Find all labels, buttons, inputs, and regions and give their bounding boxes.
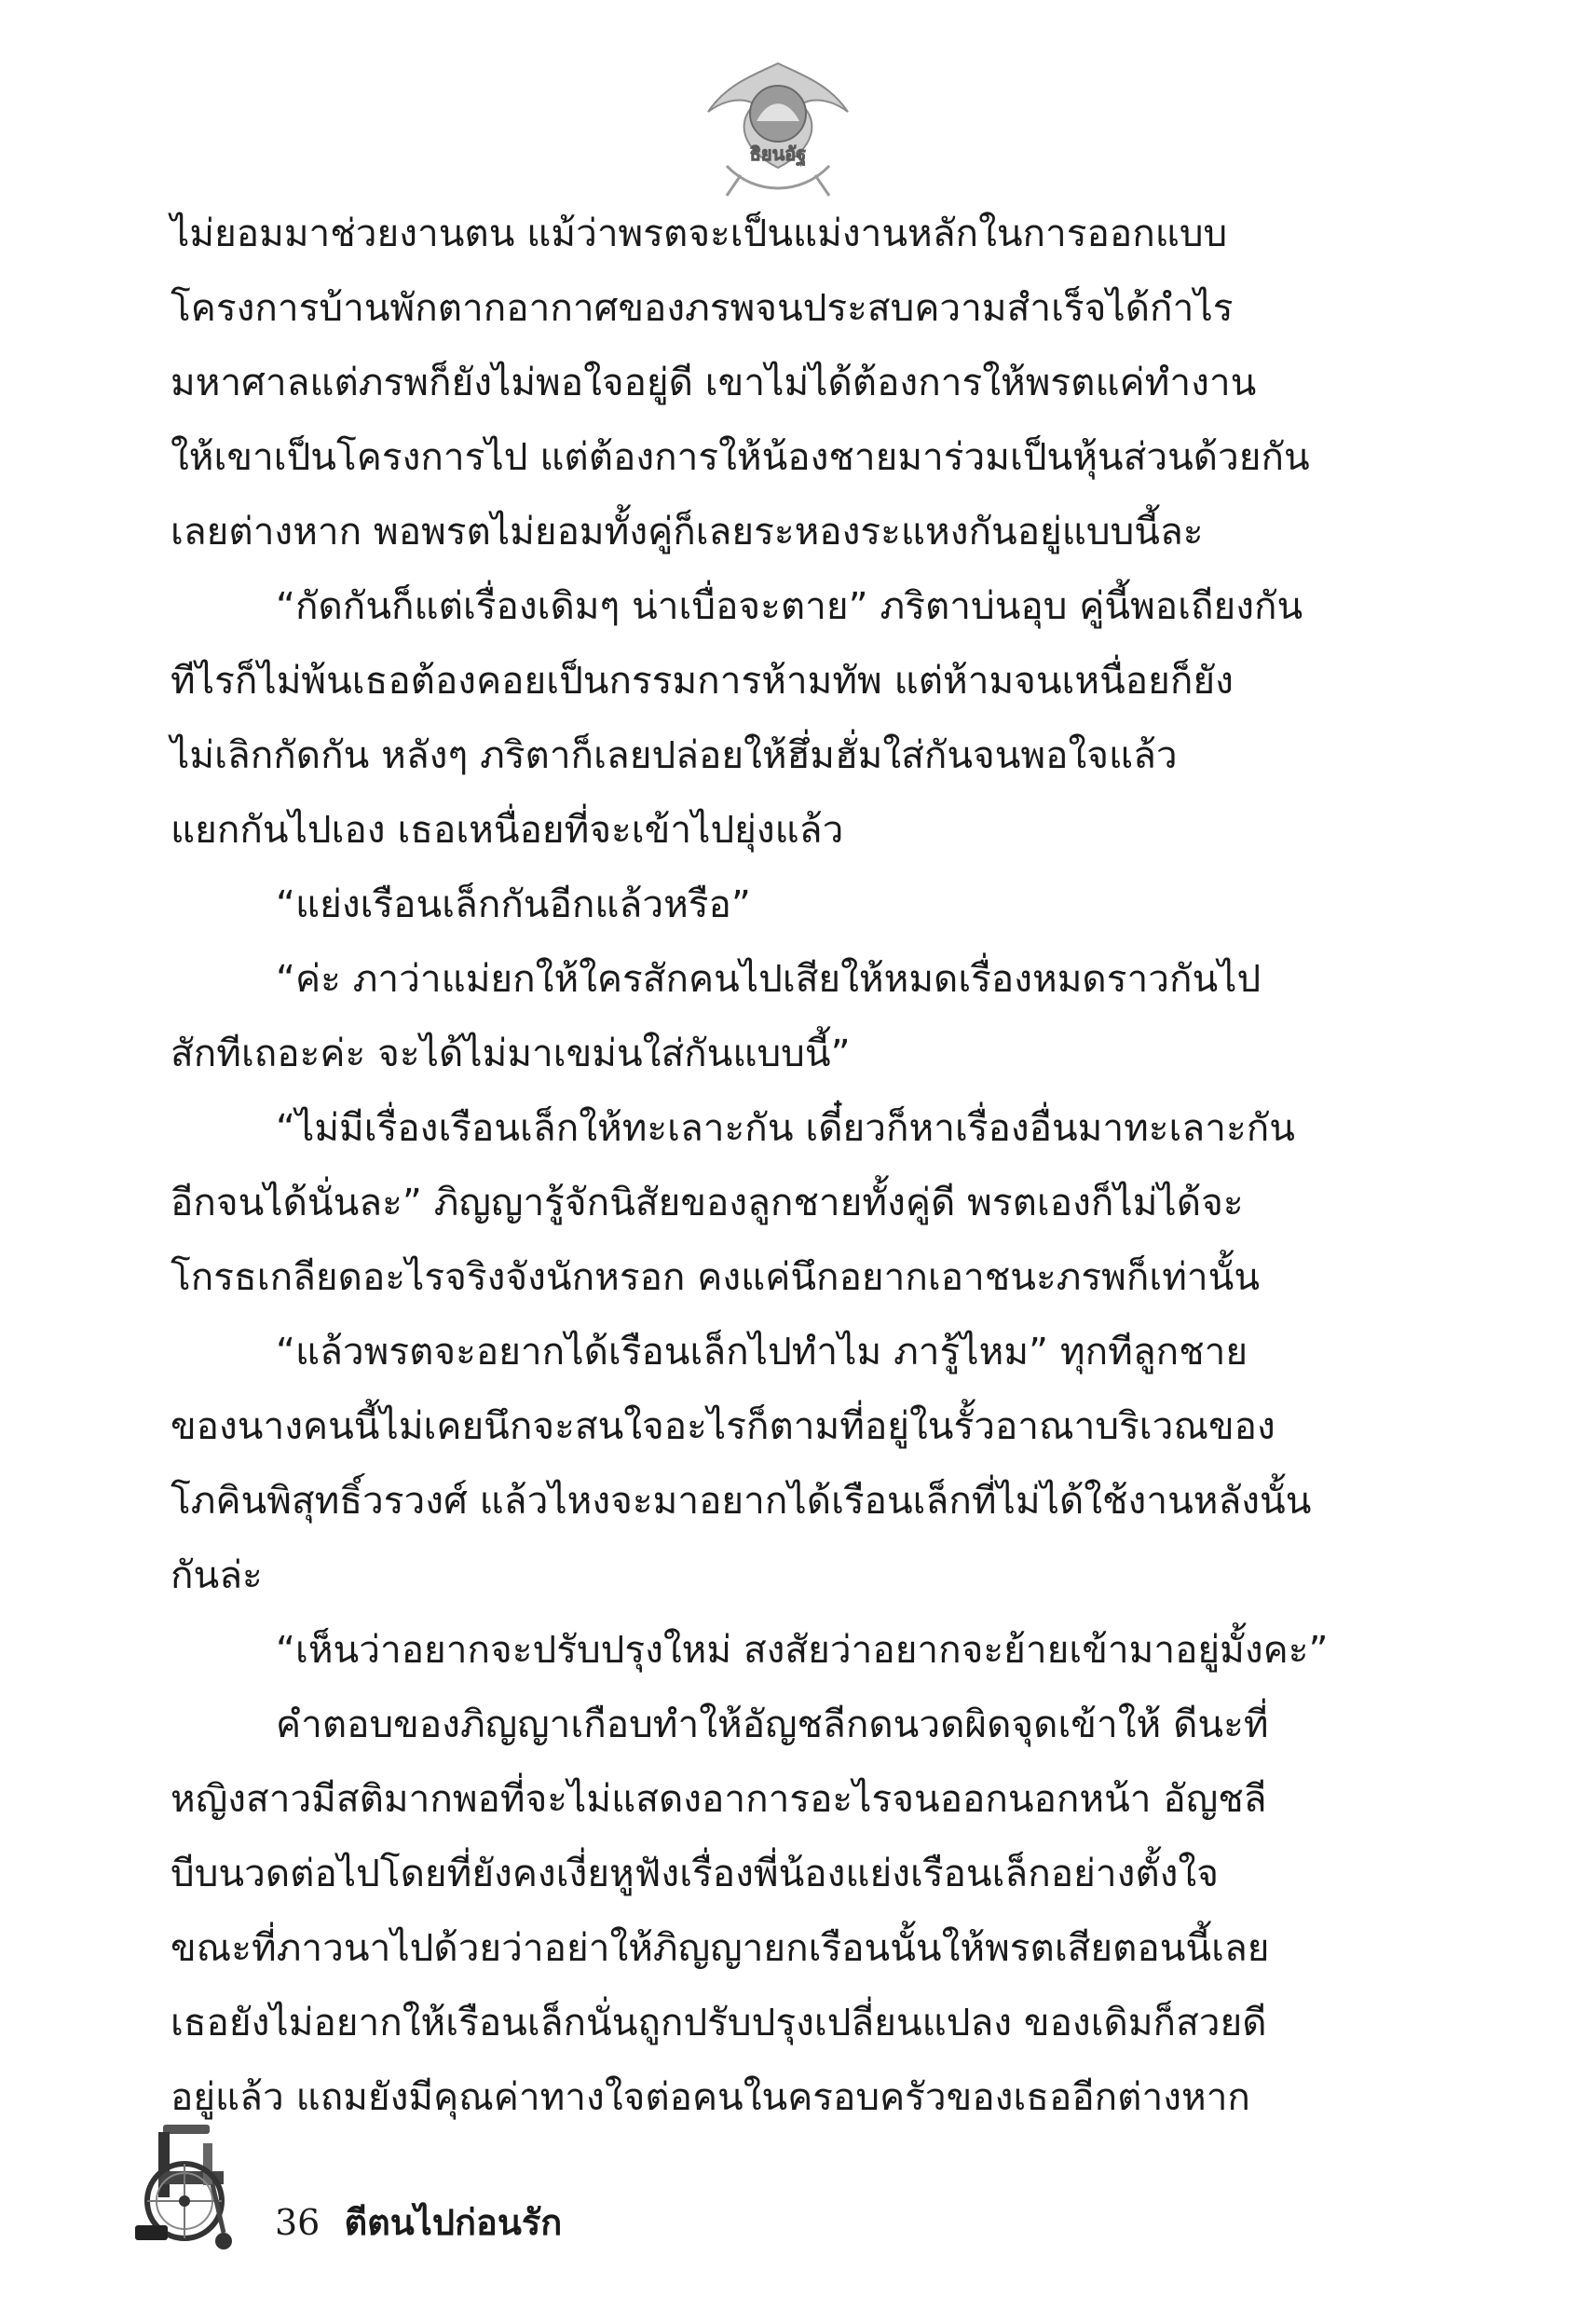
decorative-crest-emblem-icon bbox=[689, 56, 866, 205]
body-line: “แล้วพรตจะอยากได้เรือนเล็กไปทำไม ภารู้ไหม” ทุกทีลูกชาย bbox=[276, 1329, 1248, 1374]
footer-text bbox=[275, 2199, 562, 2246]
body-line: โครงการบ้านพักตากอากาศของภรพจนประสบความสำเร็จได้กำไร bbox=[171, 285, 1234, 330]
body-line: โภคินพิสุทธิ์วรวงศ์ แล้วไหงจะมาอยากได้เรือนเล็กที่ไม่ได้ใช้งานหลังนั้น bbox=[171, 1478, 1312, 1523]
body-line: บีบนวดต่อไปโดยที่ยังคงเงี่ยหูฟังเรื่องพี่น้องแย่งเรือนเล็กอย่างตั้งใจ bbox=[171, 1851, 1219, 1895]
page-number: 36 bbox=[275, 2202, 321, 2243]
body-line: อีกจนได้นั่นละ” ภิญญารู้จักนิสัยของลูกชายทั้งคู่ดี พรตเองก็ไม่ได้จะ bbox=[171, 1180, 1244, 1224]
body-line: อยู่แล้ว แถมยังมีคุณค่าทางใจต่อคนในครอบครัวของเธออีกต่างหาก bbox=[171, 2074, 1250, 2119]
body-line: ไม่เลิกกัดกัน หลังๆ ภริตาก็เลยปล่อยให้ฮึ่มฮั่มใส่กันจนพอใจแล้ว bbox=[171, 732, 1178, 777]
wheelchair-icon bbox=[130, 2115, 242, 2255]
body-line: หญิงสาวมีสติมากพอที่จะไม่แสดงอาการอะไรจนออกนอกหน้า อัญชลี bbox=[171, 1776, 1267, 1821]
body-line: ของนางคนนี้ไม่เคยนึกจะสนใจอะไรก็ตามที่อยู่ในรั้วอาณาบริเวณของ bbox=[171, 1403, 1275, 1448]
body-line: มหาศาลแต่ภรพก็ยังไม่พอใจอยู่ดี เขาไม่ได้ต้องการให้พรตแค่ทำงาน bbox=[171, 360, 1257, 404]
body-line: แยกกันไปเอง เธอเหนื่อยที่จะเข้าไปยุ่งแล้ว bbox=[171, 807, 844, 852]
book-title: ตีตนไปก่อนรัก bbox=[344, 2202, 563, 2243]
body-line: “เห็นว่าอยากจะปรับปรุงใหม่ สงสัยว่าอยากจะย้ายเข้ามาอยู่มั้งคะ” bbox=[276, 1627, 1329, 1672]
body-line: “ไม่มีเรื่องเรือนเล็กให้ทะเลาะกัน เดี๋ยวก็หาเรื่องอื่นมาทะเลาะกัน bbox=[276, 1105, 1295, 1150]
body-line: สักทีเถอะค่ะ จะได้ไม่มาเขม่นใส่กันแบบนี้” bbox=[171, 1031, 851, 1075]
body-line: ทีไรก็ไม่พ้นเธอต้องคอยเป็นกรรมการห้ามทัพ แต่ห้ามจนเหนื่อยก็ยัง bbox=[171, 658, 1234, 703]
ornament-text: ธิยนอัฐ bbox=[749, 143, 807, 165]
body-line: เลยต่างหาก พอพรตไม่ยอมทั้งคู่ก็เลยระหองระแหงกันอยู่แบบนี้ละ bbox=[171, 509, 1204, 554]
body-line: คำตอบของภิญญาเกือบทำให้อัญชลีกดนวดผิดจุดเข้าให้ ดีนะที่ bbox=[276, 1702, 1269, 1746]
body-line: ขณะที่ภาวนาไปด้วยว่าอย่าให้ภิญญายกเรือนนั้นให้พรตเสียตอนนี้เลย bbox=[171, 1925, 1270, 1970]
body-line: ให้เขาเป็นโครงการไป แต่ต้องการให้น้องชายมาร่วมเป็นหุ้นส่วนด้วยกัน bbox=[171, 434, 1310, 479]
page-footer bbox=[130, 2115, 783, 2264]
body-line: เธอยังไม่อยากให้เรือนเล็กนั่นถูกปรับปรุงเปลี่ยนแปลง ของเดิมก็สวยดี bbox=[171, 2000, 1267, 2044]
body-line: “แย่งเรือนเล็กกันอีกแล้วหรือ” bbox=[276, 882, 751, 926]
body-line: ไม่ยอมมาช่วยงานตน แม้ว่าพรตจะเป็นแม่งานหลักในการออกแบบ bbox=[171, 211, 1228, 255]
page-body bbox=[171, 196, 1335, 2134]
header-ornament bbox=[689, 56, 866, 205]
body-line: โกรธเกลียดอะไรจริงจังนักหรอก คงแค่นึกอยากเอาชนะภรพก็เท่านั้น bbox=[171, 1254, 1261, 1299]
body-line: “กัดกันก็แต่เรื่องเดิมๆ น่าเบื่อจะตาย” ภริตาบ่นอุบ คู่นี้พอเถียงกัน bbox=[276, 583, 1303, 628]
body-line: กันล่ะ bbox=[171, 1552, 263, 1597]
body-line: “ค่ะ ภาว่าแม่ยกให้ใครสักคนไปเสียให้หมดเรื่องหมดราวกันไป bbox=[276, 956, 1262, 1001]
